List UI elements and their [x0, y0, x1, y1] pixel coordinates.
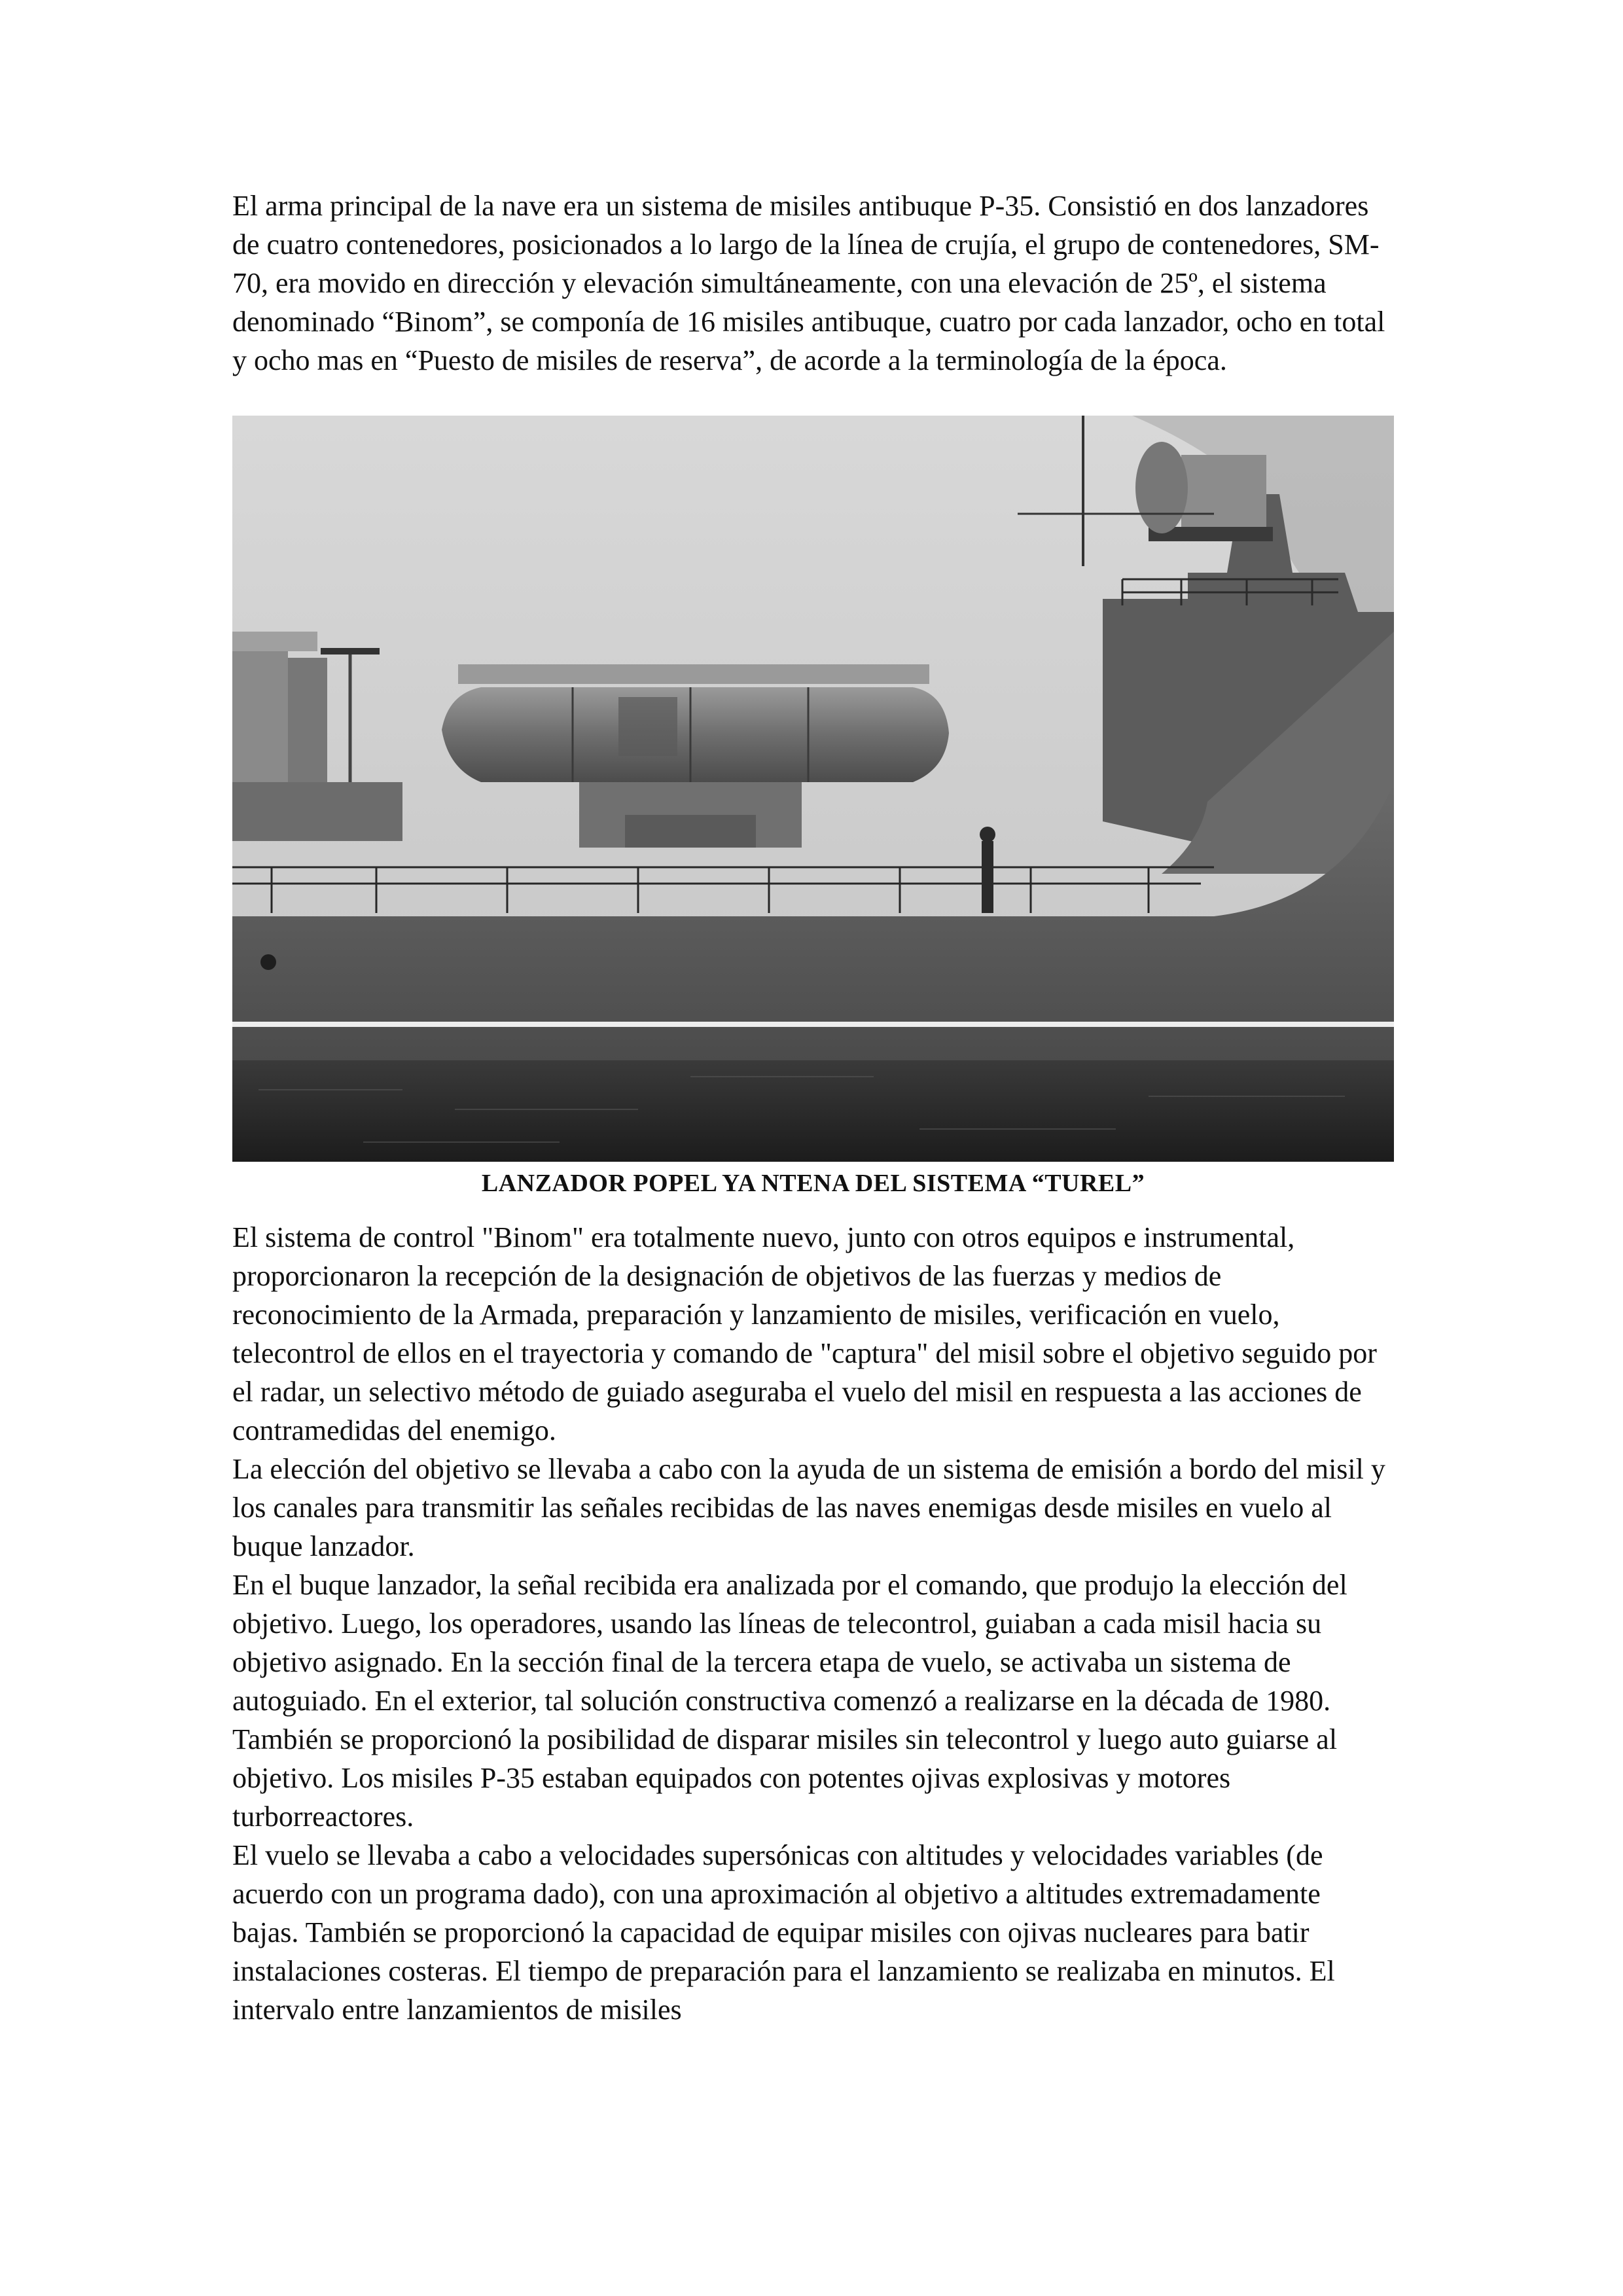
body-paragraph: En el buque lanzador, la señal recibida era analizada por el comando, que produjo la elección del objetivo. Luego, los operadores, usando las líneas de telecontrol, guiaban a cada misil hacia su objetivo asignado. En la sección final de la tercera etapa de vuelo, se activaba un sistema de autoguiado. En el exterior, tal solución constructiva comenzó a realizarse en la década de 1980.: [232, 1569, 1347, 1717]
document-page: [232, 187, 1394, 2029]
ship-launcher-photo: [232, 416, 1394, 1162]
body-paragraph: También se proporcionó la posibilidad de disparar misiles sin telecontrol y luego auto guiarse al objetivo. Los misiles P-35 estaban equipados con potentes ojivas explosivas y motores turborreactores.: [232, 1723, 1338, 1833]
intro-paragraph: El arma principal de la nave era un sistema de misiles antibuque P-35. Consistió en dos lanzadores de cuatro contenedores, posicionados a lo largo de la línea de crujía, el grupo de contenedores, SM-70, era movido en dirección y elevación simultáneamente, con una elevación de 25º, el sistema denominado “Binom”, se componía de 16 misiles antibuque, cuatro por cada lanzador, ocho en total y ocho mas en “Puesto de misiles de reserva”, de acorde a la terminología de la época.: [232, 190, 1385, 376]
body-paragraph: El sistema de control "Binom" era totalmente nuevo, junto con otros equipos e instrumental, proporcionaron la recepción de la designación de objetivos de las fuerzas y medios de reconocimiento de la Armada, preparación y lanzamiento de misiles, verificación en vuelo, telecontrol de ellos en el trayectoria y comando de "captura" del misil sobre el objetivo seguido por el radar, un selectivo método de guiado aseguraba el vuelo del misil en respuesta a las acciones de contramedidas del enemigo.: [232, 1221, 1377, 1446]
body-paragraph: La elección del objetivo se llevaba a cabo con la ayuda de un sistema de emisión a bordo del misil y los canales para transmitir las señales recibidas de las naves enemigas desde misiles en vuelo al buque lanzador.: [232, 1453, 1385, 1562]
body-paragraph: El vuelo se llevaba a cabo a velocidades supersónicas con altitudes y velocidades variables (de acuerdo con un programa dado), con una aproximación al objetivo a altitudes extremadamente bajas. También se proporcionó la capacidad de equipar misiles con ojivas nucleares para batir instalaciones costeras. El tiempo de preparación para el lanzamiento se realizaba en minutos. El intervalo entre lanzamientos de misiles: [232, 1839, 1335, 2026]
figure-caption: LANZADOR POPEL YA NTENA DEL SISTEMA “TUREL”: [481, 1170, 1145, 1197]
